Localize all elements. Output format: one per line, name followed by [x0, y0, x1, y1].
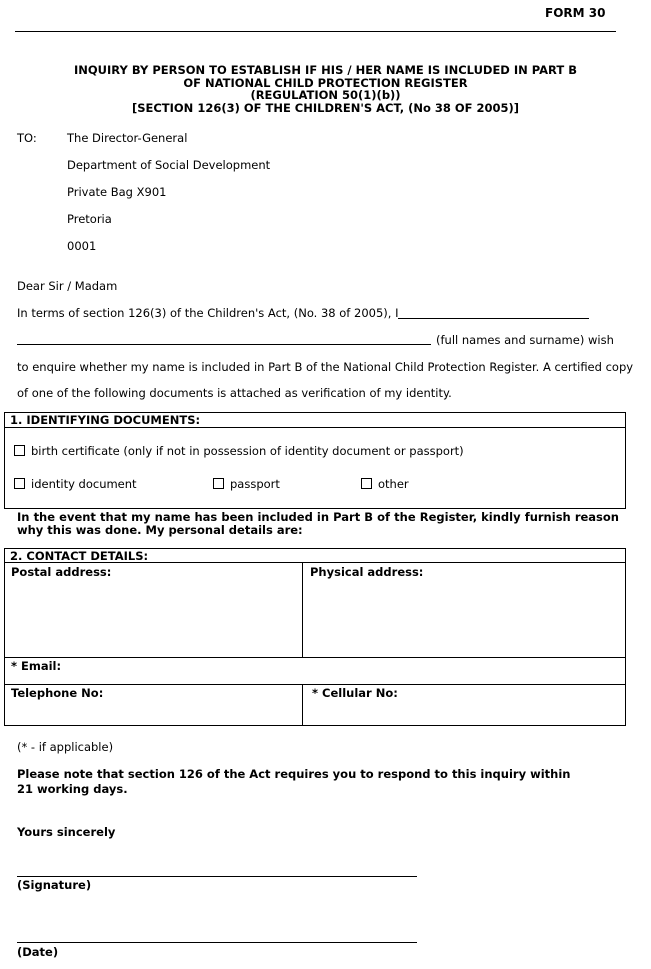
to-label: TO:: [17, 131, 37, 145]
email-row-divider: [4, 657, 626, 658]
postal-address-label: Postal address:: [11, 565, 112, 579]
event-text-line-2: why this was done. My personal details are:: [17, 523, 303, 537]
closing: Yours sincerely: [17, 825, 116, 839]
title-line-2: OF NATIONAL CHILD PROTECTION REGISTER: [183, 75, 468, 90]
section1-heading: 1. IDENTIFYING DOCUMENTS:: [10, 413, 201, 427]
salutation: Dear Sir / Madam: [17, 279, 118, 293]
event-text: [17, 511, 619, 537]
address-line-5: 0001: [67, 239, 97, 253]
top-divider: [15, 31, 616, 32]
passport-label: passport: [230, 477, 280, 491]
other-label: other: [378, 477, 409, 491]
physical-address-label: Physical address:: [310, 565, 424, 579]
body-line-2-suffix: (full names and surname) wish: [436, 333, 614, 347]
response-notice-line-1: Please note that section 126 of the Act requires you to respond to this inquiry within: [17, 767, 571, 781]
address-line-3: Private Bag X901: [67, 185, 167, 199]
body-line-4: of one of the following documents is attached as verification of my identity.: [17, 386, 452, 400]
section2-heading: 2. CONTACT DETAILS:: [10, 549, 149, 563]
body-line-3: to enquire whether my name is included in Part B of the National Child Protection Register. A certified copy: [17, 360, 634, 374]
email-label: * Email:: [11, 659, 62, 673]
birth-certificate-checkbox[interactable]: [14, 445, 25, 456]
applicable-note: (* - if applicable): [17, 740, 114, 754]
other-option[interactable]: [361, 477, 409, 491]
signature-line[interactable]: [17, 876, 417, 877]
response-notice-line-2: 21 working days.: [17, 782, 128, 796]
address-line-2: Department of Social Development: [67, 158, 271, 172]
form-number: FORM 30: [545, 6, 606, 20]
cellular-label: * Cellular No:: [312, 686, 398, 700]
phone-row-divider: [4, 684, 626, 685]
name-field-part-2[interactable]: [17, 344, 431, 345]
response-notice: [17, 767, 570, 797]
date-label: (Date): [17, 945, 59, 959]
body-line-1: In terms of section 126(3) of the Children's Act, (No. 38 of 2005), I: [17, 306, 399, 320]
cellular-field[interactable]: [303, 700, 625, 724]
postal-address-field[interactable]: [5, 578, 301, 656]
name-field-part-1[interactable]: [398, 318, 589, 319]
birth-certificate-label: birth certificate (only if not in possession of identity document or passport): [31, 444, 464, 458]
section1-header-divider: [4, 427, 626, 428]
address-line-4: Pretoria: [67, 212, 112, 226]
signature-label: (Signature): [17, 878, 92, 892]
other-checkbox[interactable]: [361, 478, 372, 489]
birth-certificate-option[interactable]: [14, 444, 464, 458]
passport-option[interactable]: [213, 477, 280, 491]
title-line-4: [SECTION 126(3) OF THE CHILDREN'S ACT, (No 38 OF 2005)]: [131, 100, 520, 115]
form-title: [0, 64, 651, 114]
email-field[interactable]: [70, 659, 620, 683]
identity-document-label: identity document: [31, 477, 137, 491]
identity-document-option[interactable]: [14, 477, 137, 491]
title-line-1: INQUIRY BY PERSON TO ESTABLISH IF HIS / HER NAME IS INCLUDED IN PART B: [74, 63, 577, 77]
address-line-1: The Director-General: [67, 131, 188, 145]
event-text-line-1: In the event that my name has been included in Part B of the Register, kindly furnish reason: [17, 510, 619, 524]
physical-address-field[interactable]: [303, 578, 625, 656]
telephone-field[interactable]: [5, 700, 301, 724]
telephone-label: Telephone No:: [11, 686, 104, 700]
passport-checkbox[interactable]: [213, 478, 224, 489]
identity-document-checkbox[interactable]: [14, 478, 25, 489]
title-line-3: (REGULATION 50(1)(b)): [250, 88, 401, 102]
date-line[interactable]: [17, 942, 417, 943]
